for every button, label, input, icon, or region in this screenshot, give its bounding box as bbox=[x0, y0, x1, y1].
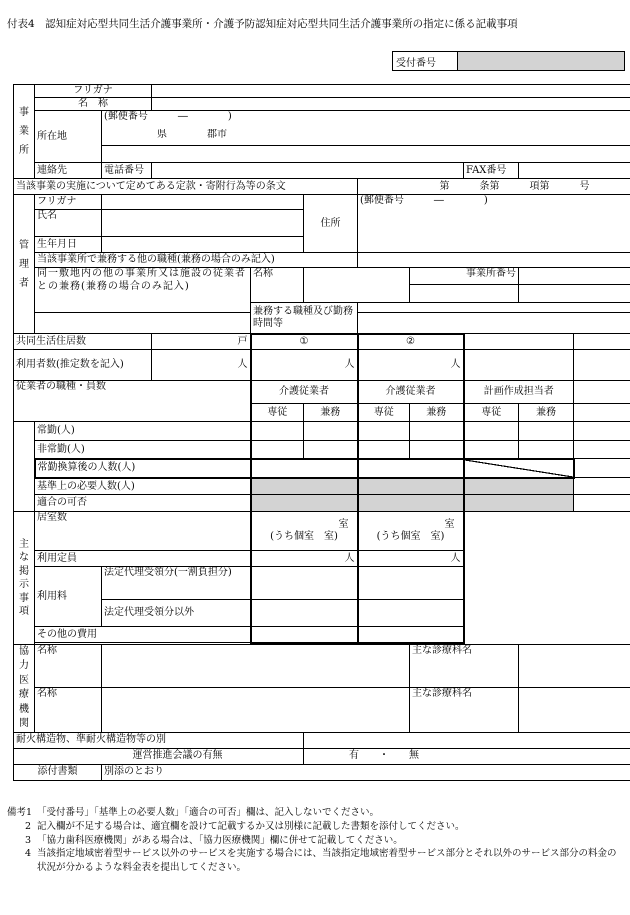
planner-parttime-full[interactable] bbox=[464, 441, 519, 459]
unit2-fee-other-field[interactable] bbox=[358, 600, 464, 627]
parttime-label: 非常勤(人) bbox=[35, 441, 251, 459]
rooms-label: 居室数 bbox=[35, 512, 251, 551]
unit1-compliance-field bbox=[251, 495, 358, 512]
office-contact-label: 連絡先 bbox=[35, 163, 102, 179]
fireproof-label: 耐火構造物、準耐火構造物等の別 bbox=[14, 732, 304, 748]
manager-birthdate-field[interactable] bbox=[102, 237, 304, 253]
unit2-room-unit: 室 bbox=[444, 519, 455, 531]
manager-birthdate-label: 生年月日 bbox=[35, 237, 102, 253]
unit1-other-cost-field[interactable] bbox=[251, 627, 358, 643]
manager-other-duty-field[interactable] bbox=[358, 253, 630, 268]
office-address-label: 所在地 bbox=[35, 111, 102, 163]
planner-compliance-field bbox=[464, 495, 574, 512]
unit2-parttime-full[interactable] bbox=[358, 441, 410, 459]
unit1-fte-field[interactable] bbox=[251, 459, 358, 478]
manager-address-label: 住所 bbox=[304, 195, 358, 253]
notes bbox=[7, 806, 623, 875]
unit1-required-field bbox=[251, 478, 358, 495]
manager-furigana-field[interactable] bbox=[102, 195, 304, 210]
attach-field: 別添のとおり bbox=[102, 764, 630, 780]
office-furigana-label: フリガナ bbox=[35, 85, 152, 98]
coop-dept-label-2: 主な診療科名 bbox=[410, 687, 519, 732]
office-fax-field[interactable] bbox=[519, 163, 630, 179]
staff-indent-spacer bbox=[14, 422, 35, 512]
facility-name-field[interactable] bbox=[304, 268, 410, 303]
planner-fte-field[interactable] bbox=[464, 459, 574, 478]
unit2-capacity-field[interactable]: 人 bbox=[358, 551, 464, 567]
users-extra-1 bbox=[464, 350, 574, 381]
other-cost-label: その他の費用 bbox=[35, 627, 251, 643]
articles-label: 当該事業の実施について定めてある定款・寄附行為等の条文 bbox=[14, 179, 358, 195]
manager-other-duty-label: 当該事業所で兼務する他の職種(兼務の場合のみ記入) bbox=[35, 253, 358, 268]
unit2-required-field bbox=[358, 478, 464, 495]
parttime-extra bbox=[574, 441, 630, 459]
compliance-label: 適合の可否 bbox=[35, 495, 251, 512]
office-fax-label: FAX番号 bbox=[464, 163, 519, 179]
note-1-key: 備考1 bbox=[7, 807, 33, 818]
fee-label: 利用料 bbox=[35, 567, 102, 627]
dwellings-unit: 戸 bbox=[152, 334, 251, 350]
unit1-care-staff-header: 介護従業者 bbox=[251, 381, 358, 404]
unit2-header: ② bbox=[358, 334, 464, 350]
attach-label: 添付書類 bbox=[14, 764, 102, 780]
unit1-capacity-field[interactable]: 人 bbox=[251, 551, 358, 567]
users-extra-2 bbox=[574, 350, 630, 381]
note-3-key: 3 bbox=[25, 834, 32, 846]
office-name-label: 名 称 bbox=[35, 98, 152, 111]
application-form bbox=[13, 84, 630, 781]
coop-dept-label-1: 主な診療科名 bbox=[410, 644, 519, 687]
office-number-label: 事業所番号 bbox=[410, 268, 519, 285]
manager-furigana-label: フリガナ bbox=[35, 195, 102, 210]
coop-dept-field-1[interactable] bbox=[519, 644, 630, 687]
fte-label: 常勤換算後の人数(人) bbox=[35, 459, 251, 478]
staff-sub-extra bbox=[574, 404, 630, 422]
manager-same-site-label: 同一敷地内の他の事業所又は施設の従業者との兼務(兼務の場合のみ記入) bbox=[35, 268, 251, 313]
office-phone-field[interactable] bbox=[152, 163, 464, 179]
meeting-field[interactable] bbox=[304, 748, 630, 764]
unit1-parttime-full[interactable] bbox=[251, 441, 304, 459]
duty-hours-field-2[interactable] bbox=[358, 313, 630, 334]
receipt-label: 受付番号 bbox=[393, 52, 458, 71]
compliance-extra bbox=[574, 495, 630, 512]
planner-parttime-concurrent[interactable] bbox=[519, 441, 574, 459]
unit1-fee-other-field[interactable] bbox=[251, 600, 358, 627]
note-2 bbox=[7, 820, 623, 834]
manager-section-label: 管 理 者 bbox=[14, 195, 35, 334]
office-phone-label: 電話番号 bbox=[102, 163, 152, 179]
manager-address-field[interactable] bbox=[358, 195, 630, 253]
users-label: 利用者数(推定数を記入) bbox=[14, 350, 152, 381]
office-number-extra-field[interactable] bbox=[519, 285, 630, 303]
unit2-care-staff-header: 介護従業者 bbox=[358, 381, 464, 404]
receipt-number-field[interactable] bbox=[458, 52, 625, 71]
office-name-field[interactable] bbox=[152, 98, 630, 111]
office-number-field[interactable] bbox=[519, 268, 630, 285]
required-extra bbox=[574, 478, 630, 495]
unit2-fte-field[interactable] bbox=[358, 459, 464, 478]
office-section-label: 事 業 所 bbox=[14, 85, 35, 179]
same-site-spacer bbox=[35, 313, 251, 334]
fee-statutory-label: 法定代理受領分(一割負担分) bbox=[102, 567, 251, 600]
unit1-fulltime-concurrent[interactable] bbox=[304, 422, 358, 441]
office-address-field[interactable] bbox=[102, 146, 630, 163]
duty-hours-field-1[interactable] bbox=[358, 303, 630, 313]
note-3 bbox=[7, 834, 623, 848]
unit2-fee-statutory-field[interactable] bbox=[358, 567, 464, 600]
fee-other-label: 法定代理受領分以外 bbox=[102, 600, 251, 627]
unit1-room-unit: 室 bbox=[338, 519, 349, 531]
planner-full-header: 専従 bbox=[464, 404, 519, 422]
note-2-key: 2 bbox=[25, 820, 32, 832]
duty-hours-label: 兼務する職種及び勤務時間等 bbox=[251, 303, 358, 334]
form-title: 付表4 認知症対応型共同生活介護事業所・介護予防認知症対応型共同生活介護事業所の指定に係る記載事項 bbox=[7, 18, 518, 30]
planner-fulltime-full[interactable] bbox=[464, 422, 519, 441]
capacity-label: 利用定員 bbox=[35, 551, 251, 567]
planner-fulltime-concurrent[interactable] bbox=[519, 422, 574, 441]
unit2-users-field[interactable]: 人 bbox=[358, 350, 464, 381]
unit1-full-header: 専従 bbox=[251, 404, 304, 422]
fulltime-label: 常勤(人) bbox=[35, 422, 251, 441]
unit1-header: ① bbox=[251, 334, 358, 350]
manager-name-label: 氏名 bbox=[35, 210, 102, 237]
planner-header: 計画作成担当者 bbox=[464, 381, 574, 404]
unit2-private-rooms: (うち個室 室) bbox=[376, 531, 445, 543]
office-number-sub-field[interactable] bbox=[410, 285, 519, 303]
unit2-rooms-field[interactable] bbox=[358, 512, 464, 551]
note-1-text: 「受付番号」「基準上の必要人数」「適合の可否」欄は、記入しないでください。 bbox=[37, 807, 380, 818]
unit2-parttime-concurrent[interactable] bbox=[410, 441, 464, 459]
manager-postal-text: (郵便番号 ― ) bbox=[360, 195, 488, 207]
office-furigana-field[interactable] bbox=[152, 85, 630, 98]
note-4 bbox=[7, 847, 623, 875]
office-postal-text: (郵便番号 ― ) bbox=[102, 111, 630, 129]
note-2-text: 記入欄が不足する場合は、適宜欄を設けて記載するか又は別様に記載した書類を添付してください。 bbox=[37, 820, 465, 832]
note-3-text: 「協力歯科医療機関」がある場合は、「協力医療機関」欄に併せて記載してください。 bbox=[37, 834, 403, 846]
unit1-fee-statutory-field[interactable] bbox=[251, 567, 358, 600]
planner-required-field bbox=[464, 478, 574, 495]
unit1-private-rooms: (うち個室 室) bbox=[270, 531, 338, 543]
fulltime-extra bbox=[574, 422, 630, 441]
unit2-full-header: 専従 bbox=[358, 404, 410, 422]
unit2-fulltime-full[interactable] bbox=[358, 422, 410, 441]
meeting-yes[interactable]: 有 bbox=[349, 750, 360, 762]
facility-name-label: 名称 bbox=[251, 268, 304, 303]
planner-concurrent-header: 兼務 bbox=[519, 404, 574, 422]
unit2-compliance-field bbox=[358, 495, 464, 512]
coop-section-label: 協 力 医 療 機 関 bbox=[14, 644, 35, 732]
dwellings-extra-2 bbox=[574, 334, 630, 350]
meeting-no[interactable]: 無 bbox=[409, 750, 420, 762]
unit1-concurrent-header: 兼務 bbox=[304, 404, 358, 422]
coop-name-label-1: 名称 bbox=[35, 644, 102, 687]
coop-name-field-1[interactable] bbox=[102, 644, 410, 687]
note-4-key: 4 bbox=[25, 848, 32, 860]
main-section-label: 主 な 掲 示 事 項 bbox=[14, 512, 35, 645]
dwellings-label: 共同生活住居数 bbox=[14, 334, 152, 350]
staff-header-extra bbox=[574, 381, 630, 404]
unit1-fulltime-full[interactable] bbox=[251, 422, 304, 441]
main-extra-area bbox=[464, 512, 630, 645]
required-label: 基準上の必要人数(人) bbox=[35, 478, 251, 495]
coop-name-label-2: 名称 bbox=[35, 687, 102, 732]
note-4-text: 当該指定地域密着型サービス以外のサービスを実施する場合には、当該指定地域密着型サービス部分とそれ以外のサービス部分の料金の状況が分かるような料金表を提出してください。 bbox=[37, 848, 617, 874]
meeting-separator: ・ bbox=[379, 750, 390, 762]
coop-name-field-2[interactable] bbox=[102, 687, 410, 732]
unit1-parttime-concurrent[interactable] bbox=[304, 441, 358, 459]
unit2-concurrent-header: 兼務 bbox=[410, 404, 464, 422]
unit2-other-cost-field[interactable] bbox=[358, 627, 464, 643]
coop-dept-field-2[interactable] bbox=[519, 687, 630, 732]
fireproof-field[interactable] bbox=[304, 732, 630, 748]
meeting-label: 運営推進会議の有無 bbox=[14, 748, 304, 764]
unit2-fulltime-concurrent[interactable] bbox=[410, 422, 464, 441]
unit1-rooms-field[interactable] bbox=[251, 512, 358, 551]
staff-header-label: 従業者の職種・員数 bbox=[14, 381, 251, 422]
manager-name-field[interactable] bbox=[102, 210, 304, 237]
fte-extra bbox=[574, 459, 630, 478]
receipt-number-box bbox=[392, 51, 625, 71]
unit1-users-field[interactable]: 人 bbox=[251, 350, 358, 381]
office-prefecture-text: 県 郡市 bbox=[102, 129, 630, 146]
dwellings-extra-1 bbox=[464, 334, 574, 350]
note-1 bbox=[7, 806, 623, 820]
articles-field[interactable]: 第 条第 項第 号 bbox=[358, 179, 630, 195]
users-unit: 人 bbox=[152, 350, 251, 381]
